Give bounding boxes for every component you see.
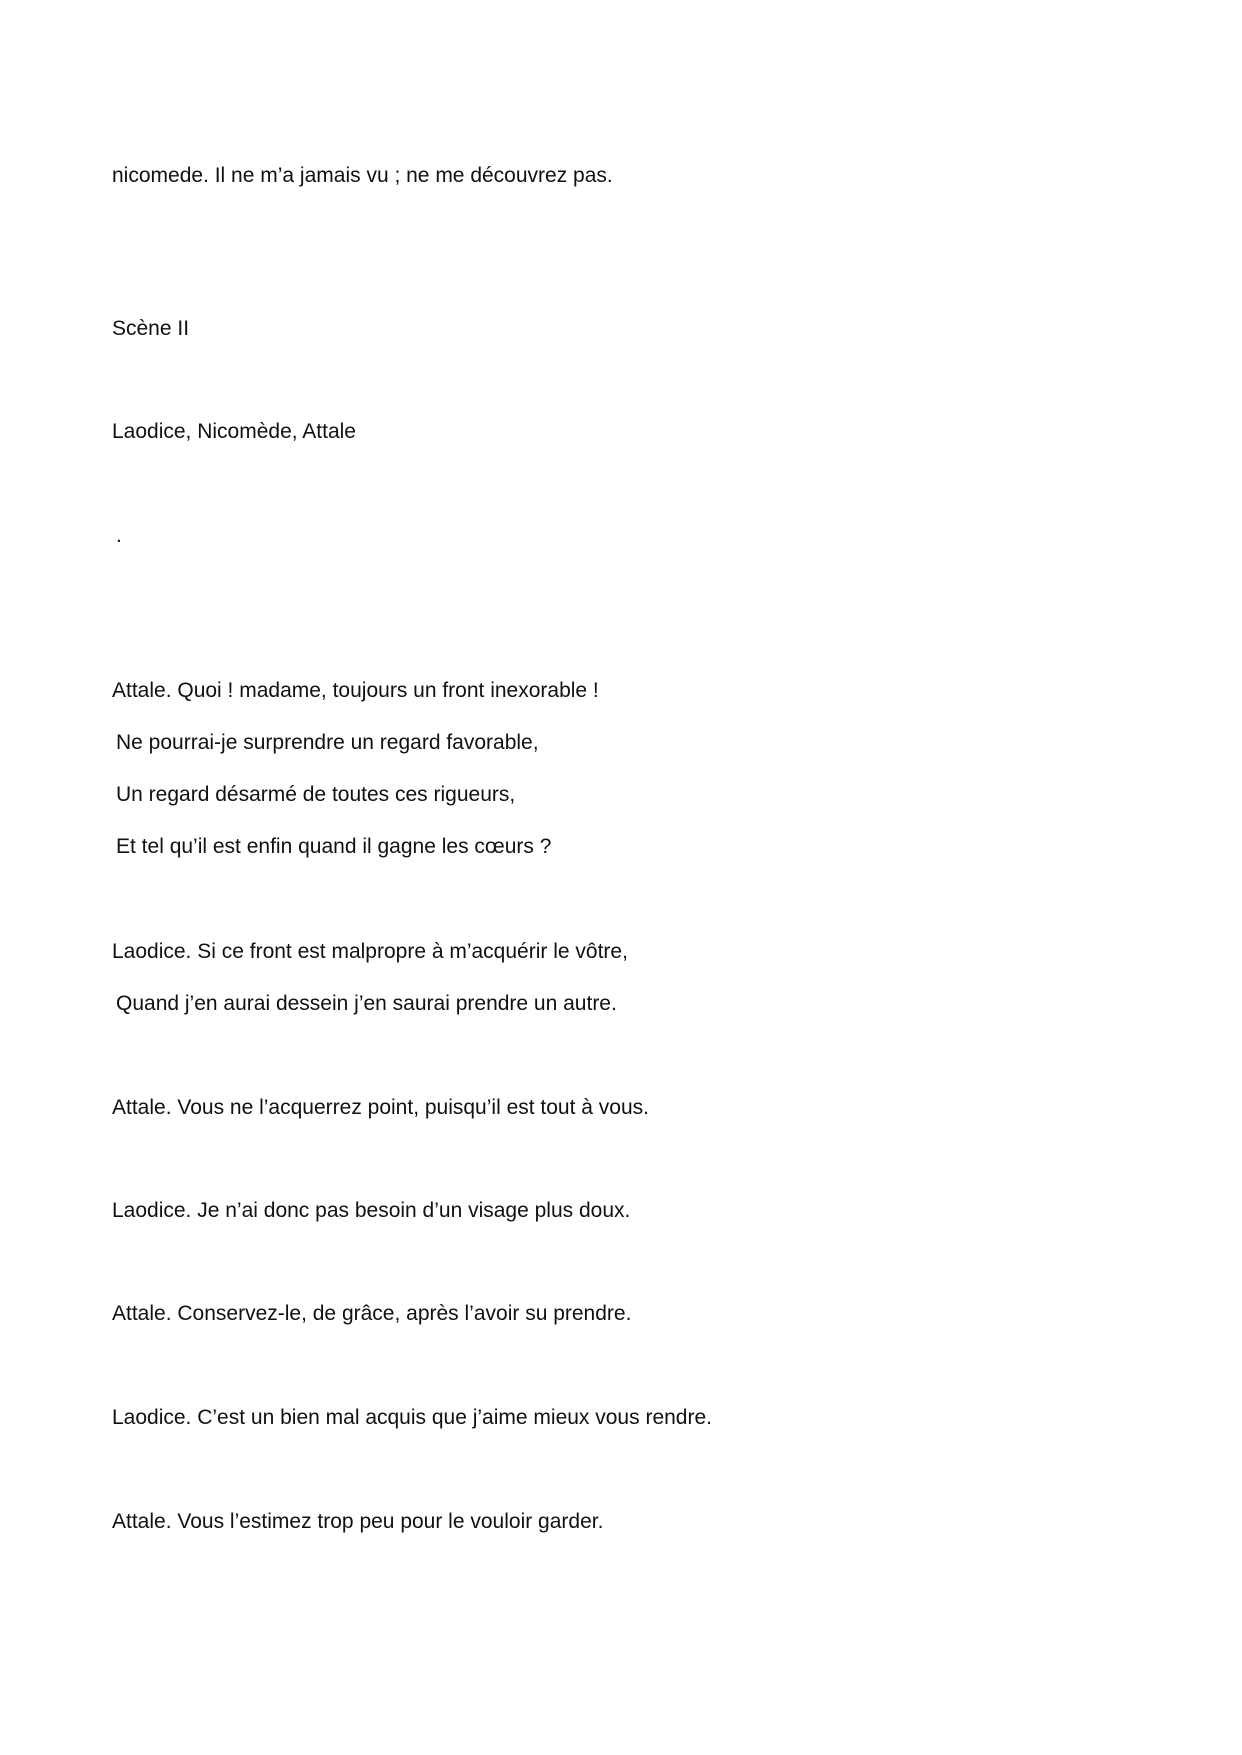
text-line: Laodice. Je n’ai donc pas besoin d’un visage plus doux. (112, 1199, 631, 1222)
text-line: Attale. Vous ne l’acquerrez point, puisqu’il est tout à vous. (112, 1096, 649, 1119)
text-line: nicomede. Il ne m’a jamais vu ; ne me découvrez pas. (112, 164, 613, 187)
text-line: Attale. Conservez-le, de grâce, après l’avoir su prendre. (112, 1302, 632, 1325)
text-line: Et tel qu’il est enfin quand il gagne les cœurs ? (116, 835, 552, 858)
text-line: Attale. Quoi ! madame, toujours un front inexorable ! (112, 679, 599, 702)
text-line: Laodice. Si ce front est malpropre à m’acquérir le vôtre, (112, 940, 628, 963)
scene-heading: Scène II (112, 317, 190, 340)
text-line: . (116, 524, 122, 547)
text-line: Quand j’en aurai dessein j’en saurai prendre un autre. (116, 992, 617, 1015)
text-line: Ne pourrai-je surprendre un regard favorable, (116, 731, 539, 754)
character-list: Laodice, Nicomède, Attale (112, 420, 356, 443)
text-line: Laodice. C’est un bien mal acquis que j’aime mieux vous rendre. (112, 1406, 712, 1429)
text-line: Un regard désarmé de toutes ces rigueurs, (116, 783, 516, 806)
text-line: Attale. Vous l’estimez trop peu pour le vouloir garder. (112, 1510, 604, 1533)
